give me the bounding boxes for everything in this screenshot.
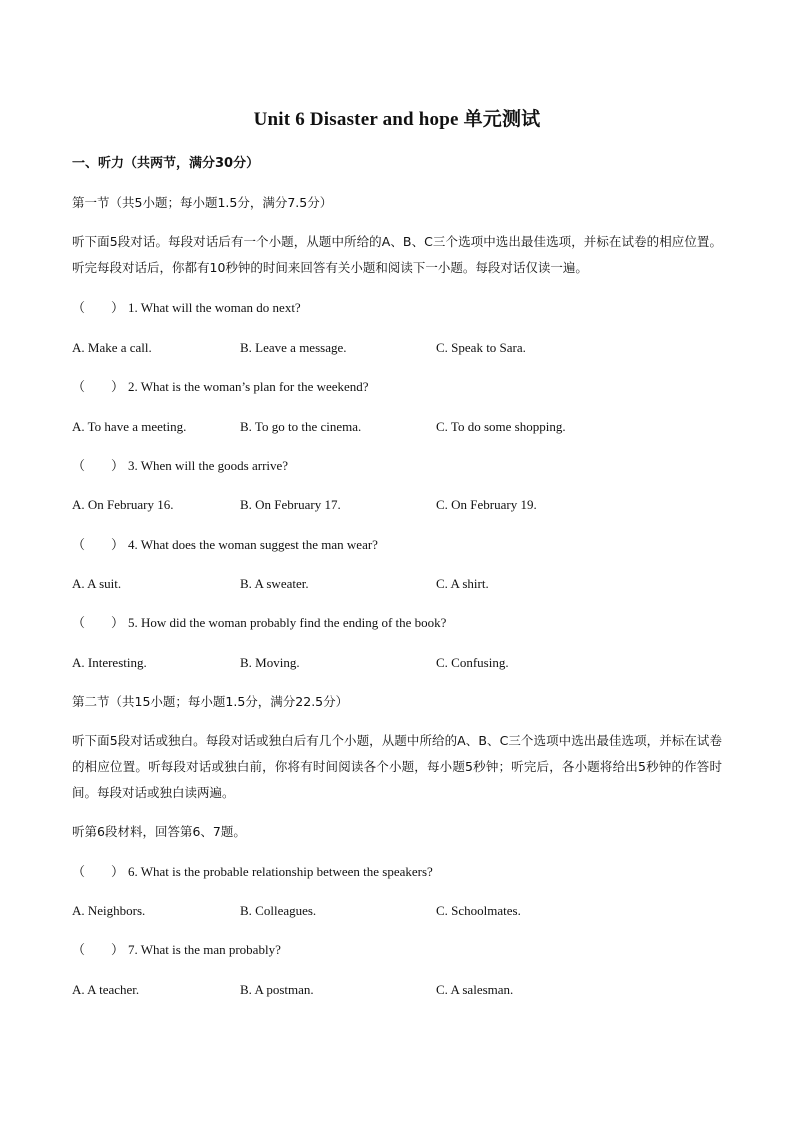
part2-heading: 第二节（共15小题；每小题1.5分，满分22.5分） — [72, 694, 349, 709]
answer-blank: （ ） — [72, 864, 125, 879]
option-a: A. Make a call. — [72, 340, 152, 355]
answer-blank: （ ） — [72, 379, 125, 394]
question-3 — [72, 458, 288, 474]
question-text: 2. What is the woman’s plan for the weekend? — [128, 379, 369, 394]
question-text: 6. What is the probable relationship between the speakers? — [128, 864, 433, 879]
question-6 — [72, 864, 433, 880]
option-b: B. Leave a message. — [240, 340, 347, 355]
option-c: C. Speak to Sara. — [436, 340, 526, 355]
option-b: B. A sweater. — [240, 576, 309, 591]
question-text: 1. What will the woman do next? — [128, 300, 301, 315]
option-b: B. Colleagues. — [240, 903, 317, 918]
answer-blank: （ ） — [72, 615, 125, 630]
option-c: C. Schoolmates. — [436, 903, 521, 918]
question-1 — [72, 300, 301, 316]
option-a: A. Interesting. — [72, 655, 147, 670]
option-b: B. On February 17. — [240, 497, 341, 512]
question-text: 7. What is the man probably? — [128, 942, 281, 957]
question-text: 3. When will the goods arrive? — [128, 458, 289, 473]
question-2 — [72, 379, 369, 395]
option-b: B. Moving. — [240, 655, 300, 670]
question-7 — [72, 942, 281, 958]
option-b: B. A postman. — [240, 982, 314, 997]
part1-heading: 第一节（共5小题；每小题1.5分，满分7.5分） — [72, 195, 333, 210]
option-c: C. A salesman. — [436, 982, 514, 997]
option-b: B. To go to the cinema. — [240, 419, 362, 434]
option-a: A. Neighbors. — [72, 903, 146, 918]
question-4 — [72, 537, 378, 553]
option-a: A. To have a meeting. — [72, 419, 187, 434]
answer-blank: （ ） — [72, 300, 125, 315]
answer-blank: （ ） — [72, 537, 125, 552]
question-5 — [72, 615, 446, 631]
option-c: C. To do some shopping. — [436, 419, 566, 434]
part1-instructions: 听下面5段对话。每段对话后有一个小题，从题中所给的A、B、C三个选项中选出最佳选项，并标在试卷的相应位置。听完每段对话后，你都有10秒钟的时间来回答有关小题和阅读下一小题。每段对话仅读一遍。 — [72, 234, 722, 275]
question-text: 4. What does the woman suggest the man wear? — [128, 537, 378, 552]
answer-blank: （ ） — [72, 942, 125, 957]
option-a: A. A teacher. — [72, 982, 140, 997]
option-c: C. A shirt. — [436, 576, 489, 591]
material-note: 听第6段材料，回答第6、7题。 — [72, 824, 246, 839]
part2-instructions: 听下面5段对话或独白。每段对话或独白后有几个小题，从题中所给的A、B、C三个选项中选出最佳选项，并标在试卷的相应位置。听每段对话或独白前，你将有时间阅读各个小题，每小题5秒钟；听完后，各小题将给出5秒钟的作答时间。每段对话或独白读两遍。 — [72, 733, 722, 800]
page-title: Unit 6 Disaster and hope 单元测试 — [253, 109, 541, 130]
option-a: A. On February 16. — [72, 497, 174, 512]
option-c: C. On February 19. — [436, 497, 537, 512]
option-a: A. A suit. — [72, 576, 122, 591]
option-c: C. Confusing. — [436, 655, 509, 670]
answer-blank: （ ） — [72, 458, 125, 473]
section-listening-heading: 一、听力（共两节，满分30分） — [72, 156, 260, 171]
question-text: 5. How did the woman probably find the ending of the book? — [128, 615, 447, 630]
